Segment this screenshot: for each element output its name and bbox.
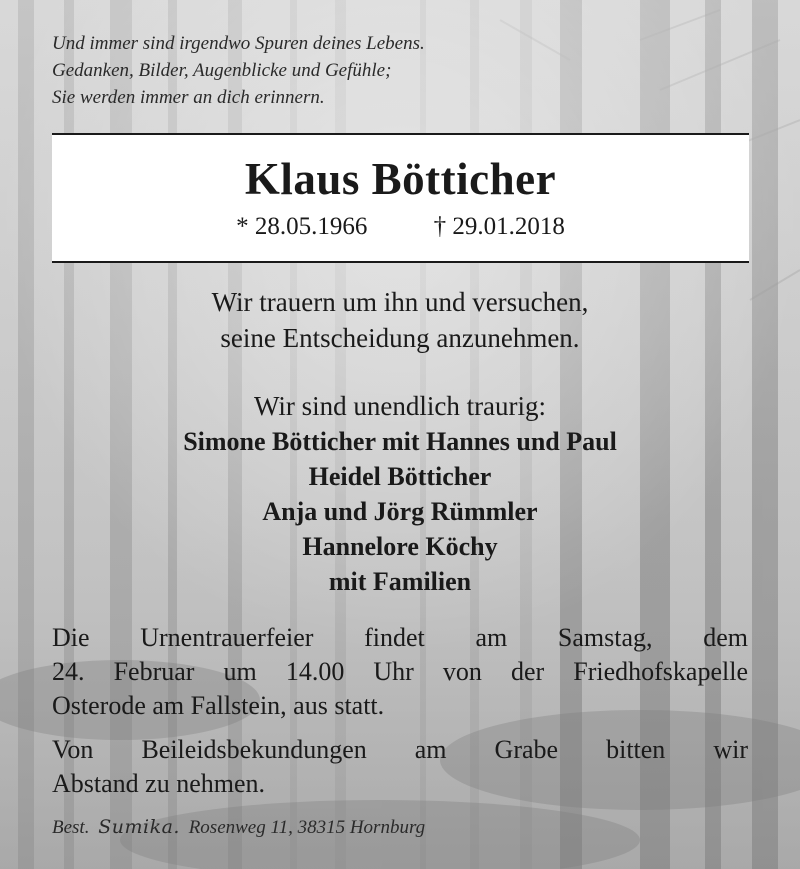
undertaker-prefix: Best. (52, 817, 90, 838)
mourner-name: Heidel Bötticher (308, 462, 492, 491)
mourner-name: Simone Bötticher mit Hannes und Paul (183, 427, 617, 456)
memorial-verse (52, 30, 425, 111)
mourner-name: Anja und Jörg Rümmler (262, 497, 538, 526)
deceased-name-box (52, 133, 749, 263)
mourner-name: Hannelore Köchy (302, 532, 498, 561)
ceremony-notice (52, 621, 748, 723)
birth-date: * 28.05.1966 (236, 213, 368, 240)
grief-line: seine Entscheidung anzunehmen. (220, 323, 580, 353)
verse-line: Gedanken, Bilder, Augenblicke und Gefühle; (52, 60, 392, 81)
verse-line: Sie werden immer an dich erinnern. (52, 87, 325, 108)
grief-line: Wir trauern um ihn und versuchen, (211, 287, 589, 317)
ceremony-line: Osterode am Fallstein, aus statt. (52, 691, 385, 720)
mourners-list (0, 389, 800, 599)
ceremony-line: 24. Februar um 14.00 Uhr von der Friedhofskapelle (52, 657, 748, 686)
verse-line: Und immer sind irgendwo Spuren deines Lebens. (52, 33, 425, 54)
condolence-notice (52, 733, 748, 801)
life-dates (52, 213, 749, 241)
condolence-line: Abstand zu nehmen. (52, 769, 266, 798)
ceremony-line: Die Urnentrauerfeier findet am Samstag, dem (52, 623, 748, 652)
undertaker-info (52, 816, 425, 839)
grief-statement (0, 284, 800, 356)
condolence-line: Von Beileidsbekundungen am Grabe bitten wir (52, 735, 748, 764)
undertaker-address: Rosenweg 11, 38315 Hornburg (188, 817, 426, 838)
mourner-name: mit Familien (328, 567, 472, 596)
undertaker-logo: Sumika. (98, 816, 180, 838)
deceased-name: Klaus Bötticher (244, 154, 557, 204)
mourners-intro: Wir sind unendlich traurig: (253, 391, 547, 421)
death-date: † 29.01.2018 (433, 213, 565, 240)
